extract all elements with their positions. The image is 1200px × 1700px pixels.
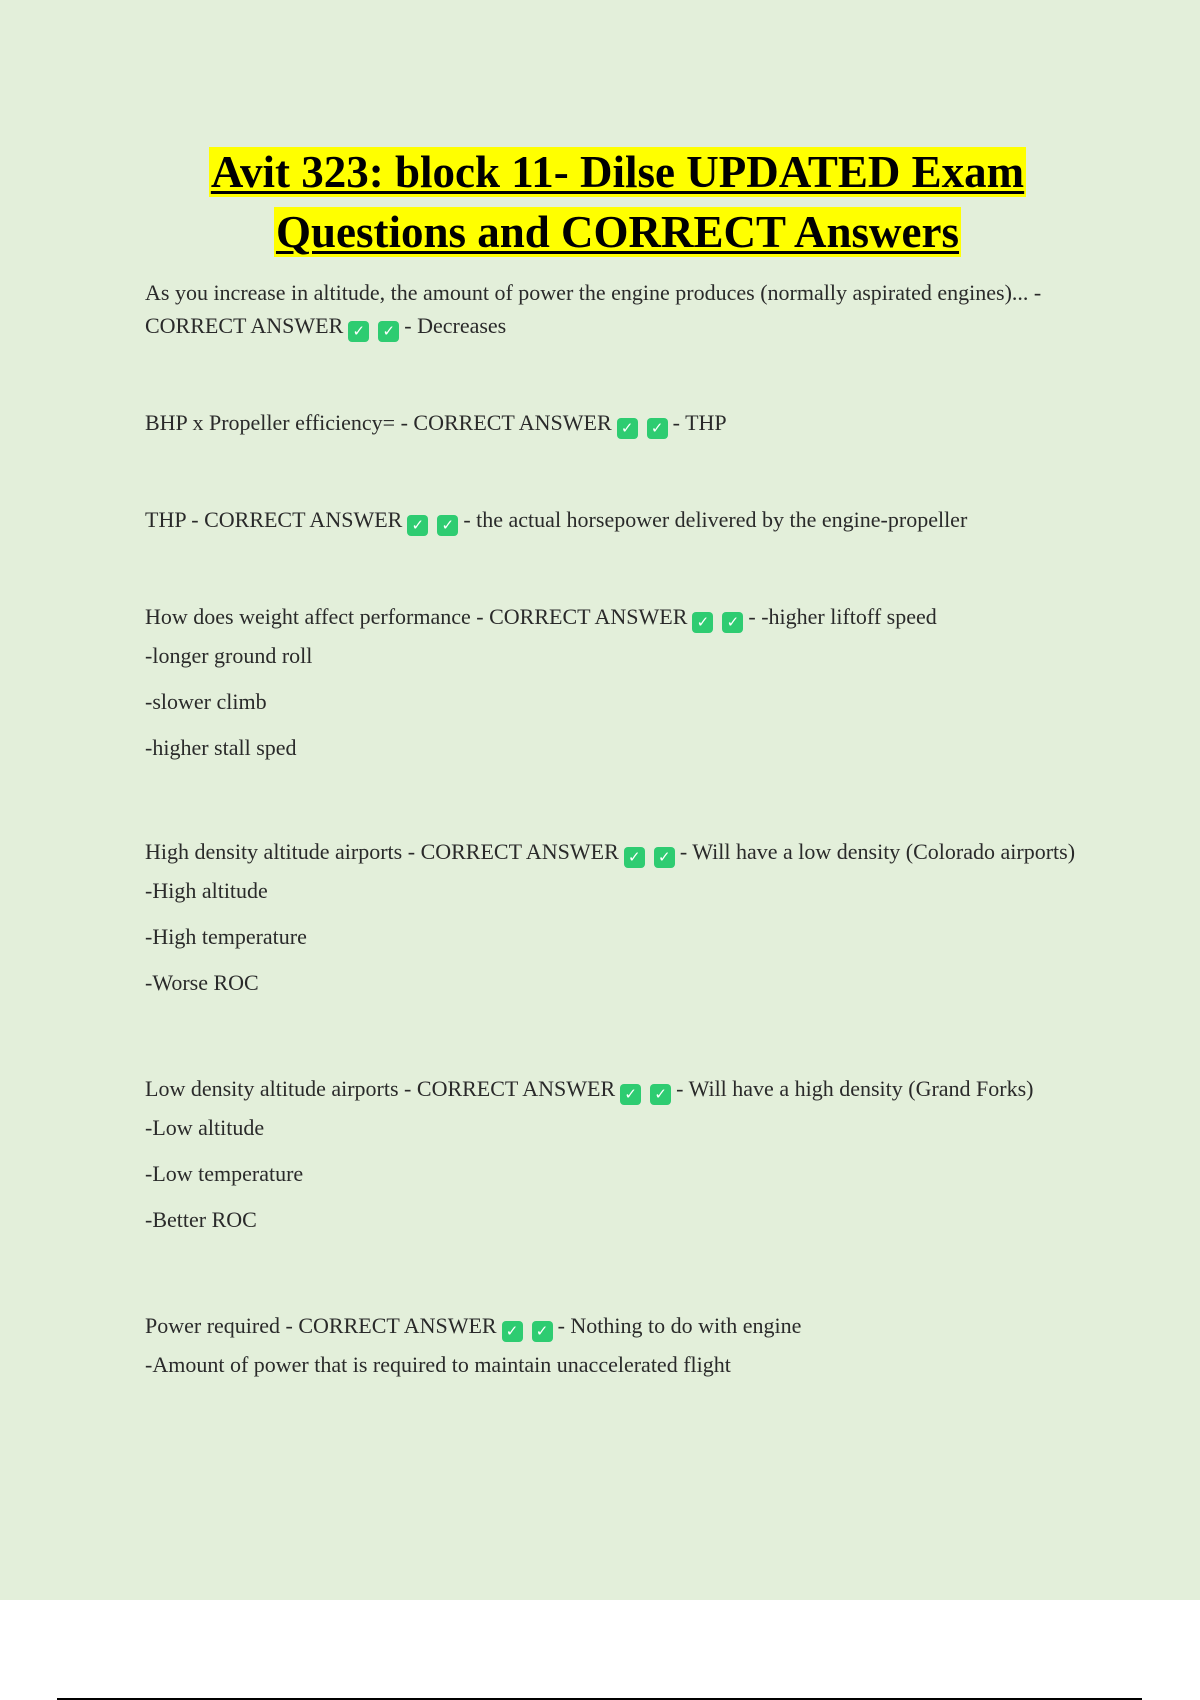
answer-detail-line: -Low temperature xyxy=(145,1161,304,1186)
check-box-icon: ✓ xyxy=(407,515,428,536)
question-text: THP - xyxy=(145,507,199,532)
answer-text: - THP xyxy=(672,410,727,435)
check-box-icon: ✓ xyxy=(650,1084,671,1105)
correct-answer-label: CORRECT ANSWER xyxy=(298,1313,497,1338)
qa-item xyxy=(145,1072,1090,1243)
check-box-icon: ✓ xyxy=(437,515,458,536)
answer-text: - Will have a low density (Colorado airports) xyxy=(679,839,1076,864)
qa-item xyxy=(145,835,1090,1006)
correct-answer-label: CORRECT ANSWER xyxy=(489,604,688,629)
check-box-icon: ✓ xyxy=(647,418,668,439)
check-box-icon: ✓ xyxy=(348,321,369,342)
check-box-icon: ✓ xyxy=(722,612,743,633)
title-line-1: Avit 323: block 11- Dilse UPDATED Exam xyxy=(210,147,1025,197)
qa-list xyxy=(145,276,1090,1388)
correct-answer-label: CORRECT ANSWER xyxy=(413,410,612,435)
qa-item xyxy=(145,1309,1090,1388)
qa-question-line xyxy=(145,276,1090,342)
check-box-icon: ✓ xyxy=(617,418,638,439)
answer-text: - Nothing to do with engine xyxy=(557,1313,802,1338)
answer-detail-line: -Worse ROC xyxy=(145,970,259,995)
answer-detail-line: -longer ground roll xyxy=(145,643,313,668)
qa-item xyxy=(145,503,1090,536)
correct-answer-label: CORRECT ANSWER xyxy=(420,839,619,864)
check-box-icon: ✓ xyxy=(624,847,645,868)
qa-item xyxy=(145,600,1090,771)
answer-text: - Will have a high density (Grand Forks) xyxy=(676,1076,1034,1101)
answer-text: - Decreases xyxy=(404,313,507,338)
question-text: Low density altitude airports - xyxy=(145,1076,412,1101)
qa-question-line xyxy=(145,503,1090,536)
qa-question-line xyxy=(145,600,1090,633)
correct-answer-label: CORRECT ANSWER xyxy=(145,313,344,338)
check-box-icon: ✓ xyxy=(620,1084,641,1105)
answer-detail-line: -Amount of power that is required to maintain unaccelerated flight xyxy=(145,1352,731,1377)
qa-question-line xyxy=(145,835,1090,868)
answer-detail-line: -Better ROC xyxy=(145,1207,257,1232)
question-text: As you increase in altitude, the amount of power the engine produces (normally aspirated engines)... - xyxy=(145,280,1042,305)
qa-question-line xyxy=(145,1309,1090,1342)
qa-question-line xyxy=(145,406,1090,439)
question-text: BHP x Propeller efficiency= - xyxy=(145,410,408,435)
question-text: How does weight affect performance - xyxy=(145,604,484,629)
check-box-icon: ✓ xyxy=(378,321,399,342)
answer-text: - -higher liftoff speed xyxy=(748,604,937,629)
question-text: Power required - xyxy=(145,1313,293,1338)
check-box-icon: ✓ xyxy=(502,1321,523,1342)
answer-detail-line: -slower climb xyxy=(145,689,267,714)
check-box-icon: ✓ xyxy=(532,1321,553,1342)
qa-item xyxy=(145,406,1090,439)
check-box-icon: ✓ xyxy=(692,612,713,633)
answer-text: - the actual horsepower delivered by the engine-propeller xyxy=(463,507,968,532)
question-text: High density altitude airports - xyxy=(145,839,416,864)
document-title xyxy=(145,142,1090,262)
qa-question-line xyxy=(145,1072,1090,1105)
qa-item xyxy=(145,276,1090,342)
answer-detail-line: -Low altitude xyxy=(145,1115,265,1140)
answer-detail-line: -High altitude xyxy=(145,878,268,903)
answer-detail-line: -High temperature xyxy=(145,924,307,949)
correct-answer-label: CORRECT ANSWER xyxy=(204,507,403,532)
answer-detail-line: -higher stall sped xyxy=(145,735,297,760)
title-line-2: Questions and CORRECT Answers xyxy=(275,207,960,257)
check-box-icon: ✓ xyxy=(654,847,675,868)
correct-answer-label: CORRECT ANSWER xyxy=(416,1076,616,1101)
